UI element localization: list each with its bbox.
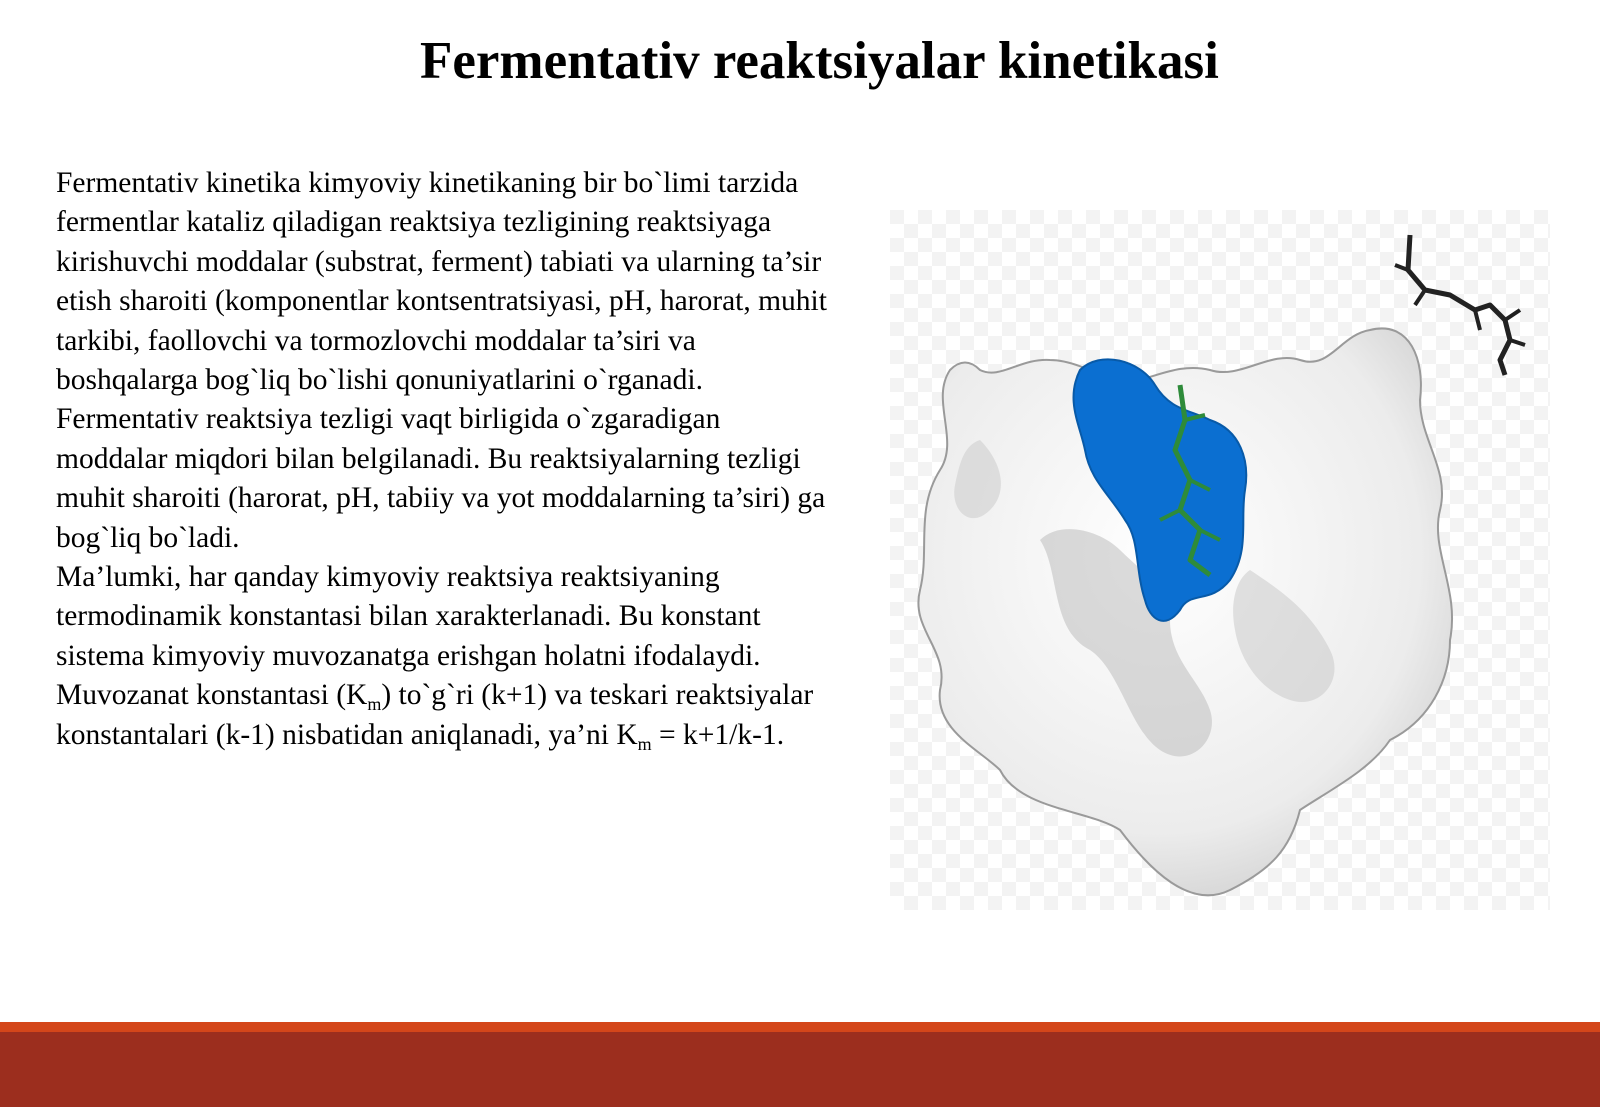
subscript-m-2: m [637, 733, 652, 754]
protein-surface-illustration [890, 210, 1570, 930]
paragraph-3-part-3: = k+1/k-1. [651, 718, 785, 751]
protein-illustration-svg [890, 210, 1570, 930]
body-text [56, 164, 836, 755]
slide-title: Fermentativ reaktsiyalar kinetikasi [420, 32, 1219, 90]
footer-bar [0, 1022, 1600, 1107]
paragraph-3 [56, 558, 836, 755]
paragraph-1: Fermentativ kinetika kimyoviy kinetikaning bir bo`limi tarzida fermentlar kataliz qiladigan reaktsiya tezligining reaktsiyaga kirishuvchi moddalar (substrat, ferment) tabiati va ularning ta’sir etish sharoiti (komponentlar kontsentratsiyasi, pH, harorat, muhit tarkibi, faollovchi va tormozlovchi moddalar ta’siri va boshqalarga bog`liq bo`lishi qonuniyatlarini o`rganadi. [56, 167, 827, 397]
paragraph-3-part-1: Ma’lumki, har qanday kimyoviy reaktsiya reaktsiyaning termodinamik konstantasi bilan xarakterlanadi. Bu konstant sistema kimyoviy muvozanatga erishgan holatni ifodalaydi. Muvozanat konstantasi (K [56, 561, 761, 712]
subscript-m-1: m [367, 694, 382, 715]
paragraph-2: Fermentativ reaktsiya tezligi vaqt birligida o`zgaradigan moddalar miqdori bilan belgilanadi. Bu reaktsiyalarning tezligi muhit sharoiti (harorat, pH, tabiiy va yot moddalarning ta’siri) ga bog`liq bo`ladi. [56, 403, 826, 554]
paragraph-3-part-2: ) to`g`ri (k+1) va teskari reaktsiyalar konstantalari (k-1) nisbatidan aniqlanadi, ya’ni K [56, 679, 814, 751]
